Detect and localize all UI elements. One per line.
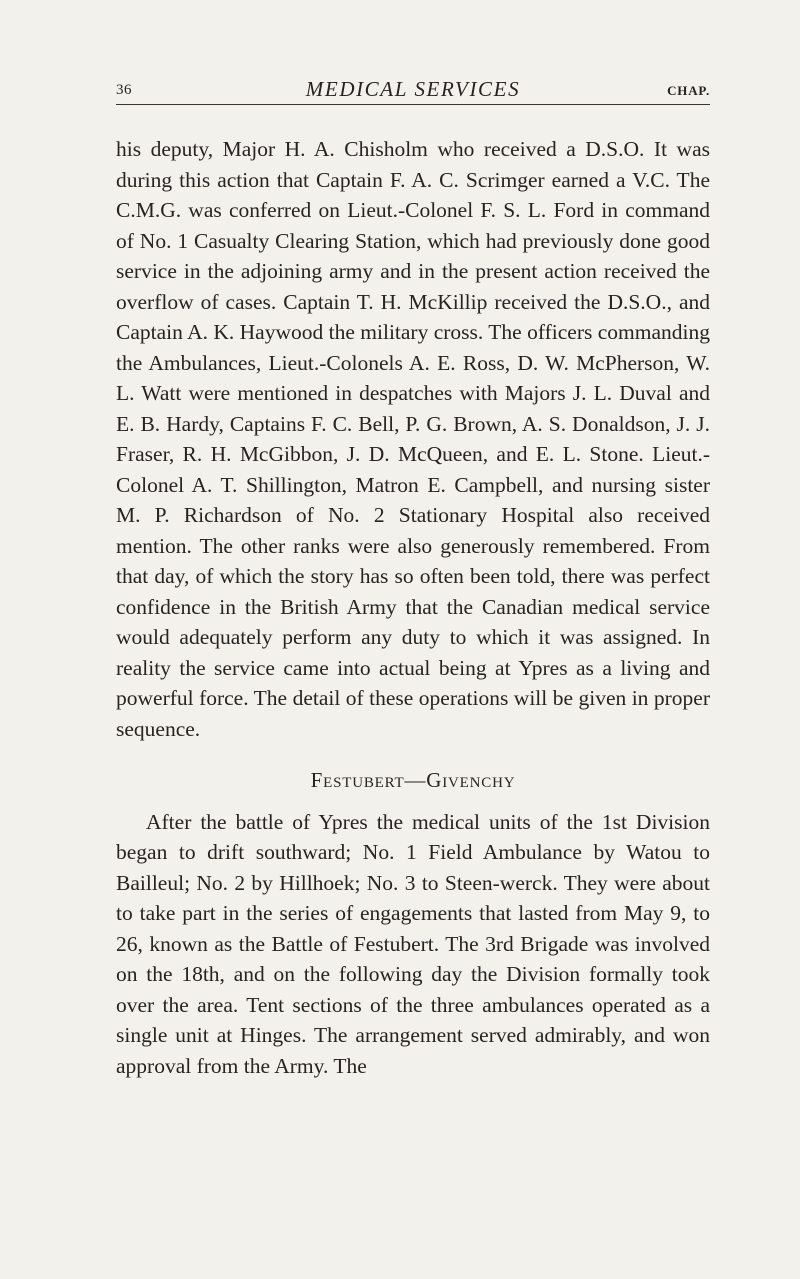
section-heading: Festubert—Givenchy bbox=[310, 768, 516, 792]
paragraph: his deputy, Major H. A. Chisholm who received a D.S.O. It was during this action that Captain F. A. C. Scrimger earned a V.C. The C.M.G. was conferred on Lieut.-Colonel F. S. L. Ford in command of No. 1 Casualty Clearing Station, which had previously done good service in the adjoining army and in the present action received the overflow of cases. Captain T. H. McKillip received the D.S.O., and Captain A. K. Haywood the military cross. The officers commanding the Ambulances, Lieut.-Colonels A. E. Ross, D. W. McPherson, W. L. Watt were mentioned in despatches with Majors J. L. Duval and E. B. Hardy, Captains F. C. Bell, P. G. Brown, A. S. Donaldson, J. J. Fraser, R. H. McGibbon, J. D. McQueen, and E. L. Stone. Lieut.-Colonel A. T. Shillington, Matron E. Campbell, and nursing sister M. P. Richardson of No. 2 Stationary Hospital also received mention. The other ranks were also generously remembered. From that day, of which the story has so often been told, there was perfect confidence in the British Army that the Canadian medical service would adequately perform any duty to which it was assigned. In reality the service came into actual being at Ypres as a living and powerful force. The detail of these operations will be given in proper sequence. bbox=[116, 137, 710, 741]
running-title: MEDICAL SERVICES bbox=[305, 77, 521, 101]
page-header bbox=[116, 76, 710, 106]
page-number: 36 bbox=[116, 82, 132, 98]
body-text bbox=[116, 134, 710, 1081]
chapter-tag: CHAP. bbox=[667, 83, 710, 98]
paragraph: After the battle of Ypres the medical units of the 1st Division began to drift southward; No. 1 Field Ambulance by Watou to Bailleul; No. 2 by Hillhoek; No. 3 to Steen-werck. They were about to take part in the series of engagements that lasted from May 9, to 26, known as the Battle of Festubert. The 3rd Brigade was involved on the 18th, and on the following day the Division formally took over the area. Tent sections of the three ambulances operated as a single unit at Hinges. The arrangement served admirably, and won approval from the Army. The bbox=[116, 809, 710, 1078]
header-rule bbox=[116, 104, 710, 105]
